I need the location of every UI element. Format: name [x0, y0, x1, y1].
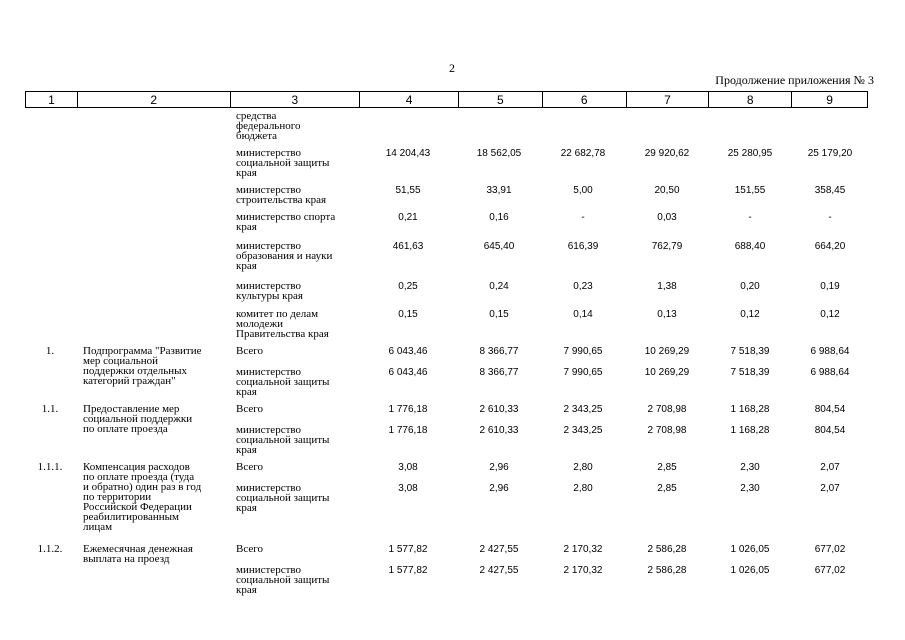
value-cell: 2,07 [820, 462, 840, 473]
value-cell: 0,23 [573, 281, 593, 292]
value-cell: 1,38 [657, 281, 677, 292]
value-cell: 2 343,25 [563, 404, 603, 415]
value-cell: 2 708,98 [647, 425, 687, 436]
value-cell: 358,45 [814, 185, 846, 196]
row-source: министерство социальной защиты края [236, 366, 330, 398]
row-name: Компенсация расходов по оплате проезда (туда и обратно) один раз в год по территории Российской Федерации реабилитированным лицам [83, 461, 202, 533]
value-cell: 29 920,62 [644, 148, 690, 159]
value-cell: 51,55 [395, 185, 421, 196]
value-cell: - [581, 212, 585, 223]
value-cell: 0,14 [573, 309, 593, 320]
row-source: Всего [236, 543, 263, 555]
value-cell: 1 168,28 [730, 404, 770, 415]
value-cell: 2,85 [657, 462, 677, 473]
row-source: министерство социальной защиты края [236, 564, 330, 596]
value-cell: 18 562,05 [476, 148, 522, 159]
value-cell: 20,50 [654, 185, 680, 196]
value-cell: 0,21 [398, 212, 418, 223]
value-cell: 6 988,64 [810, 346, 850, 357]
value-cell: 2 170,32 [563, 565, 603, 576]
value-cell: 1 577,82 [388, 565, 428, 576]
row-source: министерство культуры края [236, 280, 303, 302]
header-cell-9: 9 [826, 92, 833, 107]
header-cell-8: 8 [709, 92, 792, 107]
value-cell: 6 043,46 [388, 346, 428, 357]
value-cell: 7 518,39 [730, 367, 770, 378]
value-cell: 0,20 [740, 281, 760, 292]
value-cell: 461,63 [392, 241, 424, 252]
continuation-label: Продолжение приложения № 3 [715, 73, 874, 87]
value-cell: 2 708,98 [647, 404, 687, 415]
value-cell: 25 179,20 [807, 148, 853, 159]
value-cell: 5,00 [573, 185, 593, 196]
value-cell: 25 280,95 [727, 148, 773, 159]
value-cell: 6 043,46 [388, 367, 428, 378]
value-cell: 0,24 [489, 281, 509, 292]
value-cell: 151,55 [734, 185, 766, 196]
value-cell: 2,80 [573, 483, 593, 494]
value-cell: 7 990,65 [563, 367, 603, 378]
row-source: министерство строительства края [236, 184, 327, 206]
value-cell: 677,02 [814, 565, 846, 576]
row-name: Подпрограмма "Развитие мер социальной поддержки отдельных категорий граждан" [83, 345, 202, 387]
value-cell: - [828, 212, 832, 223]
value-cell: 804,54 [814, 404, 846, 415]
value-cell: 1 026,05 [730, 565, 770, 576]
header-cell-5: 5 [459, 92, 543, 107]
header-cell-1: 1 [26, 92, 78, 107]
value-cell: 2 170,32 [563, 544, 603, 555]
value-cell: 1 776,18 [388, 425, 428, 436]
value-cell: 677,02 [814, 544, 846, 555]
row-number: 1.1.1. [37, 461, 63, 473]
value-cell: 0,13 [657, 309, 677, 320]
value-cell: 7 990,65 [563, 346, 603, 357]
value-cell: 3,08 [398, 483, 418, 494]
value-cell: 2 586,28 [647, 565, 687, 576]
value-cell: 10 269,29 [644, 367, 690, 378]
value-cell: 10 269,29 [644, 346, 690, 357]
value-cell: 1 026,05 [730, 544, 770, 555]
value-cell: 2 586,28 [647, 544, 687, 555]
value-cell: 1 168,28 [730, 425, 770, 436]
value-cell: 0,25 [398, 281, 418, 292]
value-cell: 0,16 [489, 212, 509, 223]
value-cell: 762,79 [651, 241, 683, 252]
value-cell: 2 427,55 [479, 565, 519, 576]
row-source: Всего [236, 403, 263, 415]
value-cell: 2 427,55 [479, 544, 519, 555]
value-cell: 0,12 [740, 309, 760, 320]
value-cell: 0,15 [489, 309, 509, 320]
value-cell: 33,91 [486, 185, 512, 196]
row-source: Всего [236, 461, 263, 473]
value-cell: 2 343,25 [563, 425, 603, 436]
row-source: министерство спорта края [236, 211, 336, 233]
value-cell: 1 776,18 [388, 404, 428, 415]
value-cell: 8 366,77 [479, 346, 519, 357]
value-cell: 7 518,39 [730, 346, 770, 357]
row-name: Предоставление мер социальной поддержки по оплате проезда [83, 403, 193, 435]
row-source: министерство социальной защиты края [236, 482, 330, 514]
row-number: 1. [45, 345, 55, 357]
value-cell: 2,30 [740, 462, 760, 473]
value-cell: 2,30 [740, 483, 760, 494]
header-cell-7: 7 [627, 92, 710, 107]
row-number: 1.1.2. [37, 543, 63, 555]
row-name: Ежемесячная денежная выплата на проезд [83, 543, 193, 565]
page-number: 2 [449, 61, 455, 75]
value-cell: 664,20 [814, 241, 846, 252]
value-cell: 22 682,78 [560, 148, 606, 159]
row-source: Всего [236, 345, 263, 357]
header-cell-3: 3 [231, 92, 361, 107]
value-cell: 688,40 [734, 241, 766, 252]
row-source: комитет по делам молодежи Правительства края [236, 308, 329, 340]
value-cell: 2,80 [573, 462, 593, 473]
value-cell: 2,96 [489, 462, 509, 473]
value-cell: 8 366,77 [479, 367, 519, 378]
value-cell: 0,15 [398, 309, 418, 320]
value-cell: 645,40 [483, 241, 515, 252]
header-cell-4: 4 [360, 92, 459, 107]
value-cell: 0,19 [820, 281, 840, 292]
value-cell: - [748, 212, 752, 223]
row-source: министерство социальной защиты края [236, 424, 330, 456]
value-cell: 1 577,82 [388, 544, 428, 555]
value-cell: 2,96 [489, 483, 509, 494]
row-source: средства федерального бюджета [236, 110, 301, 142]
value-cell: 2,07 [820, 483, 840, 494]
value-cell: 804,54 [814, 425, 846, 436]
value-cell: 0,03 [657, 212, 677, 223]
row-number: 1.1. [41, 403, 59, 415]
value-cell: 14 204,43 [385, 148, 431, 159]
value-cell: 2 610,33 [479, 425, 519, 436]
value-cell: 2,85 [657, 483, 677, 494]
value-cell: 616,39 [567, 241, 599, 252]
value-cell: 6 988,64 [810, 367, 850, 378]
value-cell: 0,12 [820, 309, 840, 320]
header-cell-2: 2 [78, 92, 231, 107]
row-source: министерство социальной защиты края [236, 147, 330, 179]
header-cell-6: 6 [543, 92, 627, 107]
value-cell: 2 610,33 [479, 404, 519, 415]
value-cell: 3,08 [398, 462, 418, 473]
row-source: министерство образования и науки края [236, 240, 333, 272]
